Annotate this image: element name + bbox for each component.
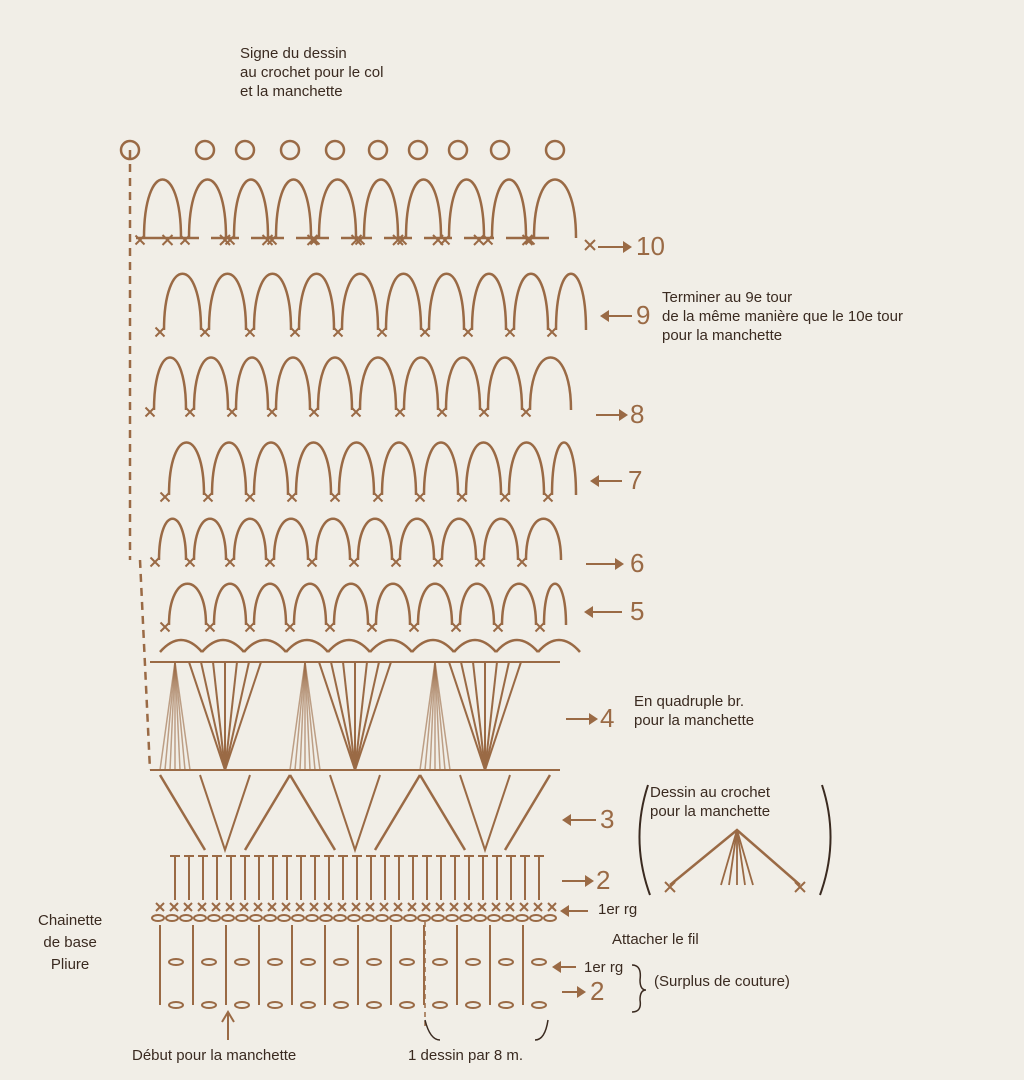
chain-stitch — [301, 959, 315, 965]
stitch-x — [534, 903, 542, 911]
stitch-x — [151, 558, 160, 567]
chain-arch — [386, 274, 421, 330]
chain-arch — [364, 180, 398, 239]
chain-arch — [212, 443, 246, 496]
chain-arch — [556, 274, 586, 330]
chain-arch — [164, 274, 201, 330]
chain-stitch — [306, 915, 318, 921]
stitch-x — [352, 903, 360, 911]
stitch-x — [368, 623, 377, 632]
stitch-x — [378, 328, 387, 337]
row-2-number: 2 — [596, 865, 611, 895]
picot-loop — [196, 141, 214, 159]
chain-stitch — [268, 959, 282, 965]
chain-arch — [488, 358, 522, 411]
row-10-arrow — [598, 246, 630, 248]
cuff-treble — [721, 830, 737, 885]
first-rg-bottom-arrow — [554, 966, 576, 968]
left-label-chainette: Chainette — [38, 912, 103, 929]
stitch-x — [450, 903, 458, 911]
row-6-arrow — [586, 563, 622, 565]
stitch-x — [310, 408, 319, 417]
cuff-treble — [737, 830, 745, 885]
stitch-x — [288, 493, 297, 502]
stitch-x — [492, 903, 500, 911]
chain-stitch — [532, 959, 546, 965]
picot-loop — [449, 141, 467, 159]
row-9-number: 9 — [636, 300, 651, 330]
row-4-number: 4 — [600, 703, 615, 733]
stitch-x — [201, 328, 210, 337]
stitch-x — [434, 558, 443, 567]
stitch-x — [478, 903, 486, 911]
stitch-x — [518, 558, 527, 567]
chain-arch — [276, 358, 310, 411]
surplus-label: (Surplus de couture) — [654, 973, 790, 990]
row-9-note — [662, 288, 903, 345]
stitch-x — [380, 903, 388, 911]
chain-stitch — [400, 1002, 414, 1008]
stitch-x — [226, 558, 235, 567]
stitch-x — [506, 903, 514, 911]
chain-arch — [429, 274, 464, 330]
chain-stitch — [202, 959, 216, 965]
chain-stitch — [466, 1002, 480, 1008]
side-chain — [130, 150, 150, 770]
chain-stitch — [169, 959, 183, 965]
stitch-x — [501, 493, 510, 502]
chain-arch — [442, 519, 476, 560]
stitch-x — [374, 493, 383, 502]
chain-arch — [154, 358, 186, 411]
stitch-x — [522, 408, 531, 417]
chain-arch — [406, 180, 441, 239]
chain-stitch — [466, 959, 480, 965]
v-stitch — [330, 775, 380, 850]
title-line-3: et la manchette — [240, 83, 343, 100]
chain-stitch — [376, 915, 388, 921]
row-3-arrow — [564, 819, 596, 821]
stitch-x — [548, 903, 556, 911]
scallop — [412, 640, 454, 652]
stitch-x — [296, 903, 304, 911]
chain-arch — [552, 443, 576, 496]
picot-loop — [236, 141, 254, 159]
stitch-x — [156, 903, 164, 911]
chain-stitch — [499, 959, 513, 965]
stitch-x — [350, 558, 359, 567]
repeat-bracket — [425, 1020, 548, 1040]
first-rg-bottom-label: 1er rg — [584, 959, 624, 976]
stitch-x — [206, 623, 215, 632]
chain-stitch — [362, 915, 374, 921]
start-arrow — [222, 1012, 234, 1040]
picot-loop — [369, 141, 387, 159]
chain-stitch — [532, 1002, 546, 1008]
left-labels — [38, 910, 102, 976]
chain-arch — [144, 180, 181, 239]
chain-stitch — [278, 915, 290, 921]
surplus-brace — [632, 965, 646, 1012]
row-7-number: 7 — [628, 465, 643, 495]
v-stitch — [160, 775, 290, 850]
stitch-x — [266, 558, 275, 567]
chain-arch — [334, 584, 368, 625]
stitch-x — [338, 903, 346, 911]
chain-arch — [424, 443, 458, 496]
chain-arch — [316, 519, 350, 560]
first-rg-top-label: 1er rg — [598, 901, 638, 918]
chain-arch — [544, 584, 566, 625]
row-6-number: 6 — [630, 548, 645, 578]
row-9-note-line-2: de la même manière que le 10e tour — [662, 308, 903, 325]
stitch-x — [310, 903, 318, 911]
stitch-x — [170, 903, 178, 911]
title-line-1: Signe du dessin — [240, 45, 347, 62]
chain-stitch — [499, 1002, 513, 1008]
chain-arch — [234, 180, 268, 239]
chain-arch — [534, 180, 576, 239]
chain-stitch — [404, 915, 416, 921]
chain-arch — [299, 274, 334, 330]
cuff-note — [650, 783, 770, 821]
chain-arch — [472, 274, 506, 330]
stitch-x — [286, 623, 295, 632]
stitch-x — [246, 493, 255, 502]
row-3-number: 3 — [600, 804, 615, 834]
chain-arch — [319, 180, 356, 239]
chain-stitch — [367, 959, 381, 965]
picot-loop — [491, 141, 509, 159]
chain-stitch — [166, 915, 178, 921]
scallop — [538, 640, 580, 652]
stitch-x — [291, 328, 300, 337]
chain-stitch — [235, 1002, 249, 1008]
stitch-x — [394, 903, 402, 911]
chain-arch — [382, 443, 416, 496]
stitch-x — [458, 493, 467, 502]
chain-arch — [254, 274, 291, 330]
stitch-x — [536, 623, 545, 632]
row-4-note-line-2: pour la manchette — [634, 712, 755, 729]
chain-stitch — [301, 1002, 315, 1008]
stitch-x — [212, 903, 220, 911]
chain-stitch — [400, 959, 414, 965]
chain-arch — [159, 519, 186, 560]
chain-stitch — [474, 915, 486, 921]
chain-stitch — [264, 915, 276, 921]
chain-stitch — [236, 915, 248, 921]
chain-stitch — [208, 915, 220, 921]
chain-arch — [358, 519, 392, 560]
chain-stitch — [432, 915, 444, 921]
stitch-x — [331, 493, 340, 502]
stitch-x — [438, 408, 447, 417]
stitch-x — [480, 408, 489, 417]
chain-stitch — [180, 915, 192, 921]
chain-arch — [339, 443, 374, 496]
stitch-x — [308, 558, 317, 567]
stitch-x — [186, 558, 195, 567]
chain-stitch — [530, 915, 542, 921]
chain-stitch — [390, 915, 402, 921]
scallop — [202, 640, 244, 652]
row-9-note-line-3: pour la manchette — [662, 327, 783, 344]
stitch-x — [548, 328, 557, 337]
row-5-number: 5 — [630, 596, 645, 626]
picot-loop — [409, 141, 427, 159]
row-9-note-line-1: Terminer au 9e tour — [662, 289, 793, 306]
chain-stitch — [334, 959, 348, 965]
chain-arch — [296, 443, 331, 496]
picot-loop — [281, 141, 299, 159]
row-4-note-line-1: En quadruple br. — [634, 693, 745, 710]
stitch-x — [392, 558, 401, 567]
chain-arch — [418, 584, 452, 625]
chain-stitch — [544, 915, 556, 921]
treble-stitch — [331, 662, 355, 770]
chain-stitch — [169, 1002, 183, 1008]
chain-stitch — [250, 915, 262, 921]
stitch-x — [268, 408, 277, 417]
start-label: Début pour la manchette — [132, 1047, 297, 1064]
chain-arch — [460, 584, 494, 625]
stitch-x — [464, 903, 472, 911]
row-7-arrow — [592, 480, 622, 482]
scallop — [160, 640, 202, 652]
chain-stitch — [433, 959, 447, 965]
row-2b-number: 2 — [590, 976, 605, 1006]
row-8-arrow — [596, 414, 626, 416]
scallop — [244, 640, 286, 652]
v-stitch — [200, 775, 250, 850]
title-line-2: au crochet pour le col — [240, 64, 384, 81]
stitch-x — [163, 235, 173, 245]
chain-stitch — [202, 1002, 216, 1008]
chain-arch — [502, 584, 536, 625]
stitch-x — [366, 903, 374, 911]
stitch-x — [410, 623, 419, 632]
cuff-note-line-1: Dessin au crochet — [650, 784, 771, 801]
chain-arch — [234, 519, 266, 560]
stitch-x — [268, 903, 276, 911]
chain-arch — [466, 443, 501, 496]
chain-stitch — [488, 915, 500, 921]
chain-stitch — [460, 915, 472, 921]
stitch-x — [186, 408, 195, 417]
row-2b-arrow — [562, 991, 584, 993]
row-10-number: 10 — [636, 231, 665, 261]
chain-arch — [294, 584, 326, 625]
row-8-number: 8 — [630, 399, 645, 429]
chain-arch — [209, 274, 246, 330]
chain-stitch — [152, 915, 164, 921]
chain-arch — [189, 180, 226, 239]
row-2-arrow — [562, 880, 592, 882]
stitch-x — [324, 903, 332, 911]
stitch-x — [422, 903, 430, 911]
scallop — [328, 640, 370, 652]
stitch-x — [334, 328, 343, 337]
chain-arch — [169, 443, 204, 496]
stitch-x — [282, 903, 290, 911]
row-5-arrow — [586, 611, 622, 613]
stitch-x — [246, 623, 255, 632]
chain-arch — [318, 358, 352, 411]
chain-arch — [276, 180, 311, 239]
chain-arch — [194, 519, 226, 560]
chain-stitch — [292, 915, 304, 921]
row-9-arrow — [602, 315, 632, 317]
chain-arch — [376, 584, 410, 625]
chain-stitch — [446, 915, 458, 921]
v-stitch — [460, 775, 510, 850]
stitch-x — [161, 623, 170, 632]
chain-arch — [526, 519, 561, 560]
scallop — [370, 640, 412, 652]
stitch-x — [352, 408, 361, 417]
stitch-x — [416, 493, 425, 502]
stitch-x — [452, 623, 461, 632]
left-label-pliure: Pliure — [50, 956, 90, 973]
picot-loop — [546, 141, 564, 159]
chain-stitch — [367, 1002, 381, 1008]
chain-arch — [400, 519, 434, 560]
chain-stitch — [222, 915, 234, 921]
chain-stitch — [235, 959, 249, 965]
stitch-x — [240, 903, 248, 911]
chain-arch — [254, 443, 288, 496]
stitch-x — [184, 903, 192, 911]
treble-stitch — [201, 662, 225, 770]
stitch-x — [204, 493, 213, 502]
stitch-x — [156, 328, 165, 337]
chain-stitch — [433, 1002, 447, 1008]
chain-arch — [360, 358, 396, 411]
cuff-bracket — [820, 785, 831, 895]
chain-stitch — [334, 1002, 348, 1008]
chain-arch — [214, 584, 246, 625]
stitch-x — [544, 493, 553, 502]
stitch-x — [161, 493, 170, 502]
attach-label: Attacher le fil — [612, 931, 699, 948]
chain-stitch — [194, 915, 206, 921]
stitch-x — [476, 558, 485, 567]
stitch-x — [421, 328, 430, 337]
stitch-x — [228, 408, 237, 417]
stitch-x — [326, 623, 335, 632]
v-stitch — [420, 775, 550, 850]
chain-stitch — [516, 915, 528, 921]
stitch-x — [474, 235, 484, 245]
treble-stitch — [355, 662, 379, 770]
stitch-x — [226, 903, 234, 911]
chain-arch — [530, 358, 571, 411]
treble-stitch — [485, 662, 509, 770]
cuff-treble — [729, 830, 737, 885]
left-label-de-base: de base — [43, 934, 97, 951]
chain-arch — [492, 180, 526, 239]
chain-arch — [446, 358, 480, 411]
v-stitch — [290, 775, 420, 850]
stitch-x — [494, 623, 503, 632]
stitch-x — [520, 903, 528, 911]
chain-arch — [194, 358, 228, 411]
stitch-x — [506, 328, 515, 337]
stitch-x — [464, 328, 473, 337]
chain-arch — [484, 519, 518, 560]
scallop — [496, 640, 538, 652]
chain-stitch — [418, 915, 430, 921]
chain-arch — [514, 274, 548, 330]
stitch-x — [396, 408, 405, 417]
treble-stitch — [461, 662, 485, 770]
stitch-x — [408, 903, 416, 911]
stitch-x — [246, 328, 255, 337]
cuff-bracket — [639, 785, 650, 895]
chain-arch — [509, 443, 544, 496]
chain-arch — [274, 519, 308, 560]
chain-arch — [236, 358, 268, 411]
chain-stitch — [502, 915, 514, 921]
chain-stitch — [334, 915, 346, 921]
scallop — [454, 640, 496, 652]
chain-stitch — [348, 915, 360, 921]
chain-arch — [404, 358, 438, 411]
picot-loop — [326, 141, 344, 159]
stitch-x — [254, 903, 262, 911]
chain-arch — [449, 180, 484, 239]
first-rg-top-arrow — [562, 910, 588, 912]
repeat-label: 1 dessin par 8 m. — [408, 1047, 524, 1064]
chain-arch — [169, 584, 206, 625]
stitch-x — [146, 408, 155, 417]
chain-arch — [342, 274, 378, 330]
scallop — [286, 640, 328, 652]
cuff-note-line-2: pour la manchette — [650, 803, 771, 820]
stitch-x — [436, 903, 444, 911]
treble-stitch — [225, 662, 249, 770]
chain-stitch — [268, 1002, 282, 1008]
chain-stitch — [320, 915, 332, 921]
stitch-x — [198, 903, 206, 911]
stitch-x — [585, 240, 595, 250]
row-4-note — [634, 692, 754, 730]
chain-arch — [254, 584, 286, 625]
row-4-arrow — [566, 718, 596, 720]
